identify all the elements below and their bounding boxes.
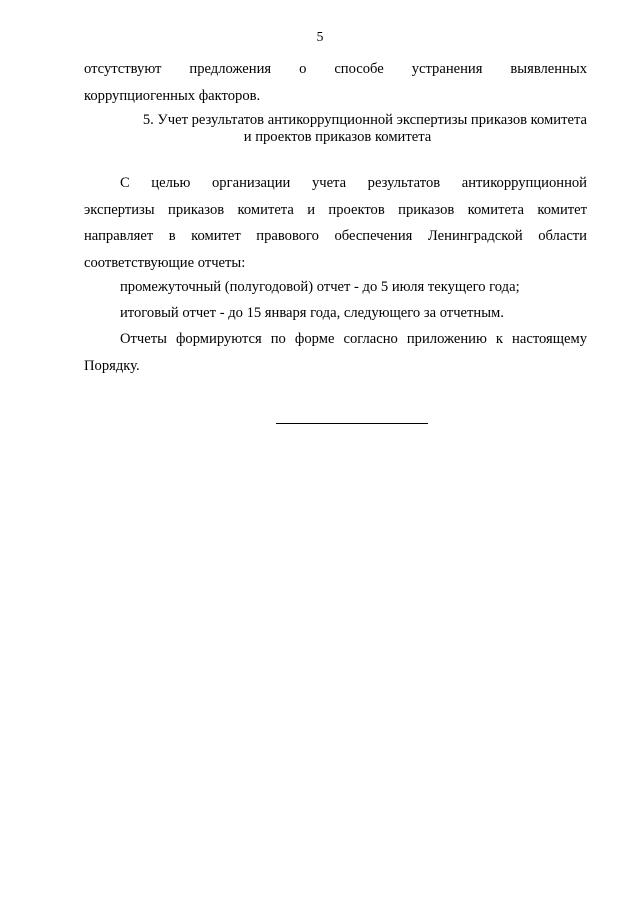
section-heading: [84, 112, 587, 146]
continuation-paragraph: [84, 56, 587, 109]
report-item-text: итоговый отчет - до 15 января года, следующего за отчетным.: [120, 305, 504, 321]
final-paragraph-line-2: Порядку.: [84, 357, 140, 374]
section-heading-line-1: 5. Учет результатов антикоррупционной экспертизы приказов комитета: [142, 112, 587, 128]
continuation-line-2: коррупциогенных факторов.: [84, 87, 261, 104]
main-paragraph: [84, 170, 587, 276]
final-paragraph: [84, 326, 587, 379]
main-paragraph-line-1: С целью организации учета результатов антикоррупционной: [120, 175, 587, 191]
report-item-final: [84, 300, 587, 326]
report-item-text: промежуточный (полугодовой) отчет - до 5 июля текущего года;: [120, 279, 520, 295]
page-number: 5: [316, 29, 324, 44]
continuation-line-1: отсутствуют предложения о способе устранения выявленных: [84, 61, 587, 77]
report-item-interim: [84, 274, 587, 300]
final-paragraph-line-1: Отчеты формируются по форме согласно приложению к настоящему: [120, 331, 587, 347]
section-heading-line-2: и проектов приказов комитета: [243, 129, 432, 145]
end-of-document-rule: [276, 423, 428, 424]
main-paragraph-line-3: направляет в комитет правового обеспечения Ленинградской области: [84, 228, 587, 244]
main-paragraph-line-2: экспертизы приказов комитета и проектов приказов комитета комитет: [84, 201, 587, 218]
main-paragraph-line-4: соответствующие отчеты:: [84, 254, 246, 271]
